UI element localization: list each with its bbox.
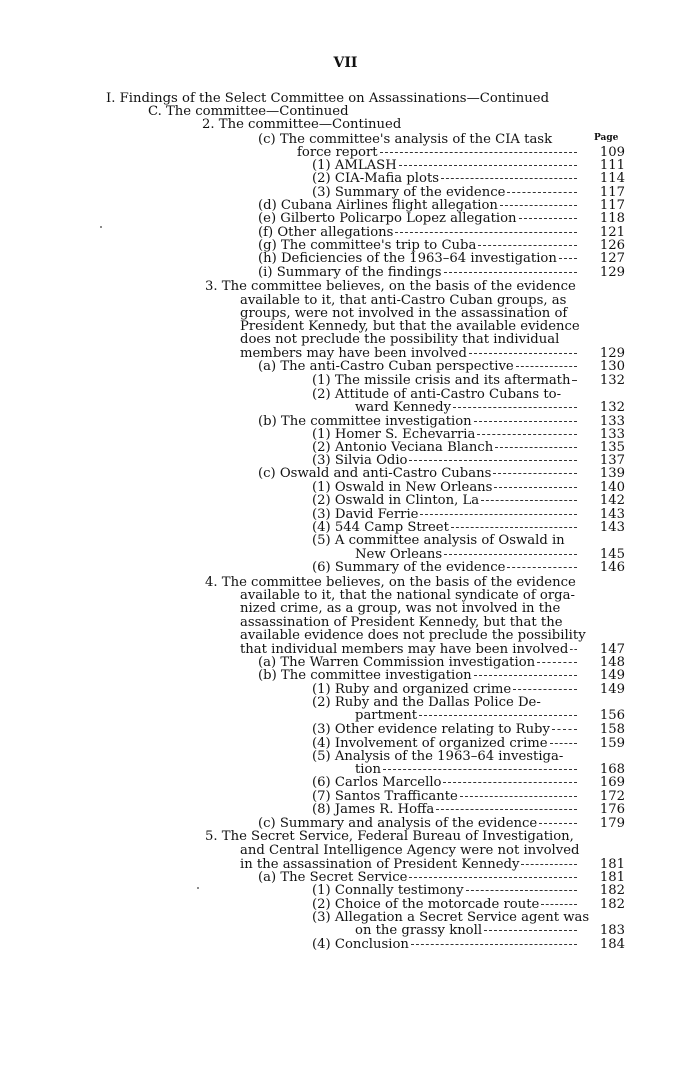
toc-line: available to it, that anti-Castro Cuban groups, as: [240, 293, 567, 308]
toc-page-number: 118: [599, 211, 625, 226]
toc-page-number: 126: [599, 238, 625, 253]
scan-speck: [197, 887, 199, 889]
toc-page-number: 168: [599, 762, 625, 777]
toc-entry: [312, 776, 581, 790]
toc-entry-text: (a) The anti-Castro Cuban perspective: [258, 359, 514, 374]
toc-entry-text: (6) Carlos Marcello: [312, 775, 442, 790]
leader-dots: [477, 434, 577, 435]
leader-dots: [507, 192, 577, 193]
leader-dots: [420, 514, 577, 515]
leader-dots: [537, 662, 577, 663]
toc-entry: [258, 252, 581, 266]
toc-page-number: 133: [599, 414, 625, 429]
toc-entry: [258, 360, 581, 374]
page-column-label: Page: [594, 133, 619, 143]
leader-dots: [466, 890, 577, 891]
leader-dots: [409, 460, 577, 461]
toc-line: President Kennedy, but that the available evidence: [240, 319, 580, 334]
toc-page-number: 158: [599, 722, 625, 737]
toc-entry-text: force report: [297, 145, 378, 160]
toc-entry-text: (8) James R. Hoffa: [312, 802, 435, 817]
toc-page-number: 117: [599, 198, 625, 213]
toc-page-number: 181: [599, 857, 625, 872]
leader-dots: [399, 165, 577, 166]
toc-page-number: 172: [599, 789, 625, 804]
toc-page-number: 143: [599, 520, 625, 535]
toc-entry-text: (3) Other evidence relating to Ruby: [312, 722, 550, 737]
toc-page-number: 114: [599, 171, 625, 186]
toc-entry-text: (a) The Secret Service: [258, 870, 408, 885]
leader-dots: [552, 729, 577, 730]
toc-line: C. The committee—Continued: [148, 104, 349, 119]
toc-entry: [258, 467, 581, 481]
leader-dots: [409, 877, 577, 878]
toc-entry: [355, 401, 581, 415]
toc-entry-text: (a) The Warren Commission investigation: [258, 655, 536, 670]
toc-entry: [258, 212, 581, 226]
toc-entry-text: New Orleans: [355, 547, 443, 562]
toc-entry-text: (2) Antonio Veciana Blanch: [312, 440, 494, 455]
toc-entry-text: (2) Oswald in Clinton, La: [312, 493, 480, 508]
toc-page-number: 159: [599, 736, 625, 751]
toc-page-number: 129: [599, 346, 625, 361]
toc-page-number: 169: [599, 775, 625, 790]
toc-entry-text: (1) Connally testimony: [312, 883, 464, 898]
toc-entry: [312, 172, 581, 186]
toc-line: groups, were not involved in the assassination of: [240, 306, 568, 321]
toc-page-number: 121: [599, 225, 625, 240]
toc-entry-text: (1) Homer S. Echevarria: [312, 427, 476, 442]
toc-entry-text: (1) The missile crisis and its aftermath: [312, 373, 571, 388]
scan-speck: [100, 226, 102, 228]
toc-page-number: 179: [599, 816, 625, 831]
toc-line: (2) Ruby and the Dallas Police De-: [312, 695, 541, 710]
toc-page-number: 111: [599, 158, 625, 173]
leader-dots: [519, 218, 577, 219]
toc-entry-text: (2) CIA-Mafia plots: [312, 171, 440, 186]
leader-dots: [411, 944, 577, 945]
toc-line: available evidence does not preclude the possibility: [240, 628, 586, 643]
toc-page-number: 127: [599, 251, 625, 266]
leader-dots: [570, 649, 577, 650]
toc-page-number: 130: [599, 359, 625, 374]
toc-line: nized crime, as a group, was not involved in the: [240, 601, 561, 616]
toc-page-number: 137: [599, 453, 625, 468]
toc-page-number: 132: [599, 373, 625, 388]
toc-entry-text: in the assassination of President Kennedy: [240, 857, 520, 872]
toc-page-number: 133: [599, 427, 625, 442]
toc-entry-text: partment: [355, 708, 418, 723]
toc-entry-text: tion: [355, 762, 381, 777]
toc-entry-text: (1) AMLASH: [312, 158, 397, 173]
toc-line: (3) Allegation a Secret Service agent was: [312, 910, 590, 925]
toc-page-number: 181: [599, 870, 625, 885]
toc-page-number: 147: [599, 642, 625, 657]
toc-entry-text: members may have been involved: [240, 346, 467, 361]
toc-entry-text: (g) The committee's trip to Cuba: [258, 238, 477, 253]
toc-page-number: 143: [599, 507, 625, 522]
toc-entry-text: (1) Ruby and organized crime: [312, 682, 512, 697]
toc-line: does not preclude the possibility that individual: [240, 332, 560, 347]
toc-entry-text: on the grassy knoll: [355, 923, 483, 938]
toc-entry: [312, 803, 581, 817]
toc-entry-text: (i) Summary of the findings: [258, 265, 442, 280]
toc-page-number: 146: [599, 560, 625, 575]
leader-dots: [474, 675, 577, 676]
toc-entry-text: (d) Cubana Airlines flight allegation: [258, 198, 498, 213]
toc-page-number: 109: [599, 145, 625, 160]
toc-entry-text: (e) Gilberto Policarpo Lopez allegation: [258, 211, 517, 226]
leader-dots: [494, 487, 577, 488]
toc-line: and Central Intelligence Agency were not involved: [240, 843, 580, 858]
leader-dots: [443, 782, 577, 783]
toc-entry-text: (3) Silvia Odio: [312, 453, 408, 468]
toc-page-number: 135: [599, 440, 625, 455]
toc-line: available to it, that the national syndicate of orga-: [240, 588, 575, 603]
toc-page-number: 156: [599, 708, 625, 723]
leader-dots: [478, 245, 577, 246]
toc-entry-text: (4) Involvement of organized crime: [312, 736, 548, 751]
toc-entry-text: (4) Conclusion: [312, 937, 409, 952]
leader-dots: [451, 527, 577, 528]
toc-line: assassination of President Kennedy, but that the: [240, 615, 563, 630]
leader-dots: [441, 178, 577, 179]
leader-dots: [436, 809, 577, 810]
toc-page-number: 148: [599, 655, 625, 670]
leader-dots: [495, 447, 577, 448]
toc-entry: [312, 884, 581, 898]
leader-dots: [380, 152, 577, 153]
toc-page-number: 129: [599, 265, 625, 280]
toc-entry-text: (2) Choice of the motorcade route: [312, 897, 540, 912]
toc-page-number: 149: [599, 668, 625, 683]
toc-entry-text: (1) Oswald in New Orleans: [312, 480, 493, 495]
toc-entry-text: (h) Deficiencies of the 1963–64 investigation: [258, 251, 557, 266]
toc-entry-text: (3) David Ferrie: [312, 507, 419, 522]
leader-dots: [541, 904, 577, 905]
toc-entry: [312, 561, 581, 575]
leader-dots: [444, 554, 577, 555]
leader-dots: [383, 769, 577, 770]
toc-entry-text: (c) Summary and analysis of the evidence: [258, 816, 538, 831]
toc-entry: [258, 266, 581, 280]
leader-dots: [559, 258, 577, 259]
toc-page-number: 149: [599, 682, 625, 697]
toc-page-number: 139: [599, 466, 625, 481]
leader-dots: [469, 353, 577, 354]
toc-page-number: 142: [599, 493, 625, 508]
toc-entry-text: ward Kennedy: [355, 400, 452, 415]
toc-line: 5. The Secret Service, Federal Bureau of Investigation,: [205, 829, 574, 844]
leader-dots: [539, 823, 577, 824]
leader-dots: [395, 232, 577, 233]
toc-entry: [312, 938, 581, 952]
leader-dots: [521, 864, 577, 865]
toc-line: (2) Attitude of anti-Castro Cubans to-: [312, 387, 562, 402]
toc-entry-text: (7) Santos Trafficante: [312, 789, 458, 804]
toc-line: (c) The committee's analysis of the CIA task: [258, 132, 553, 147]
leader-dots: [474, 421, 577, 422]
toc-page-number: 184: [599, 937, 625, 952]
toc-entry: [312, 723, 581, 737]
leader-dots: [513, 689, 577, 690]
toc-line: (5) Analysis of the 1963–64 investiga-: [312, 749, 564, 764]
toc-entry-text: (c) Oswald and anti-Castro Cubans: [258, 466, 492, 481]
leader-dots: [572, 380, 577, 381]
leader-dots: [460, 796, 577, 797]
leader-dots: [481, 500, 577, 501]
toc-page-number: 182: [599, 883, 625, 898]
toc-page-number: 140: [599, 480, 625, 495]
page-number: VII: [333, 55, 358, 71]
toc-entry: [312, 494, 581, 508]
toc-entry: [312, 374, 581, 388]
leader-dots: [484, 930, 577, 931]
leader-dots: [500, 205, 577, 206]
toc-page-number: 117: [599, 185, 625, 200]
toc-entry-text: (4) 544 Camp Street: [312, 520, 449, 535]
leader-dots: [444, 272, 578, 273]
toc-entry-text: (b) The committee investigation: [258, 414, 472, 429]
leader-dots: [419, 715, 577, 716]
toc-entry: [355, 709, 581, 723]
leader-dots: [550, 743, 577, 744]
toc-page-number: 183: [599, 923, 625, 938]
toc-entry-text: (b) The committee investigation: [258, 668, 472, 683]
leader-dots: [507, 567, 577, 568]
toc-line: I. Findings of the Select Committee on Assassinations—Continued: [106, 91, 550, 106]
leader-dots: [516, 366, 577, 367]
toc-entry: [258, 669, 581, 683]
toc-entry-text: that individual members may have been involved: [240, 642, 569, 657]
toc-line: 2. The committee—Continued: [202, 117, 402, 132]
toc-entry-text: (6) Summary of the evidence: [312, 560, 506, 575]
toc-line: 3. The committee believes, on the basis of the evidence: [205, 279, 576, 294]
leader-dots: [453, 407, 577, 408]
toc-entry: [355, 924, 581, 938]
toc-page-number: 145: [599, 547, 625, 562]
toc-page-number: 132: [599, 400, 625, 415]
leader-dots: [493, 473, 577, 474]
toc-entry-text: (3) Summary of the evidence: [312, 185, 506, 200]
toc-entry-text: (f) Other allegations: [258, 225, 394, 240]
toc-line: 4. The committee believes, on the basis of the evidence: [205, 575, 576, 590]
toc-line: (5) A committee analysis of Oswald in: [312, 533, 565, 548]
toc-page-number: 176: [599, 802, 625, 817]
toc-page-number: 182: [599, 897, 625, 912]
